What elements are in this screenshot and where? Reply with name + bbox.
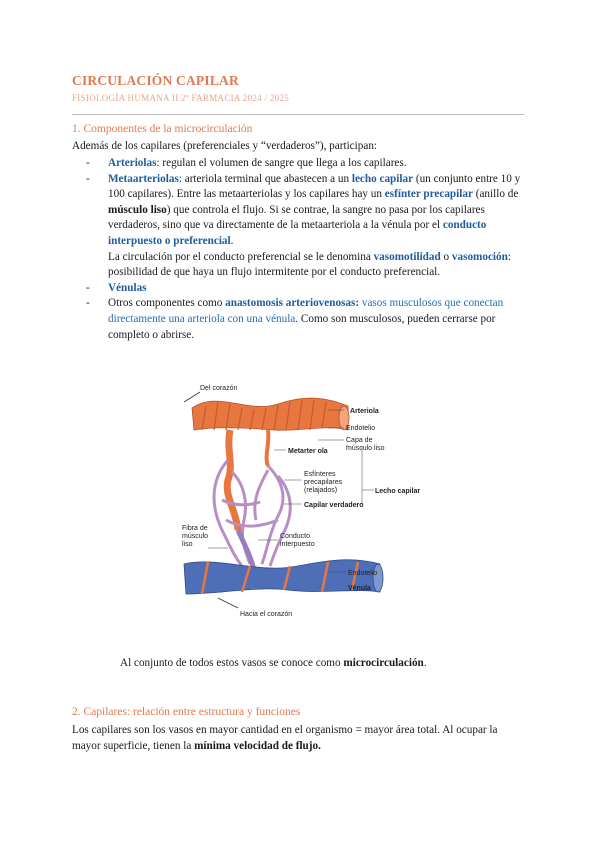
bullet-dash: - — [86, 157, 90, 169]
flow-arrow-out — [218, 598, 238, 608]
otros-text-1: Otros componentes como — [108, 297, 226, 310]
components-list — [72, 156, 527, 343]
bullet-dash: - — [86, 297, 90, 310]
label-venula: Vénula — [348, 585, 371, 592]
label-conducto-1: Conducto — [280, 533, 310, 540]
document-subtitle: FISIOLOGÍA HUMANA II 2º FARMACIA 2024 / 2025 — [72, 93, 290, 103]
vasomotilidad-text-2: o — [440, 250, 452, 263]
list-item-arteriolas — [72, 156, 527, 172]
term-vasomotilidad: vasomotilidad — [373, 250, 441, 263]
list-item-otros — [72, 296, 527, 343]
label-fibra-1: Fibra de — [182, 525, 208, 532]
flow-arrow-in — [184, 392, 200, 402]
label-capa-musculo-2: músculo liso — [346, 445, 385, 452]
metaarteriolas-text-4: ) que controla el flujo. Si se contrae, la sangre no pasa por los capilares verdaderos, sino que va directamente de la metaarteriola a la vénula por el — [108, 203, 485, 232]
otros-text-2: . Como son musculosos, pueden cerrarse por completo o abrirse. — [108, 312, 496, 341]
metaarteriolas-text-3: (anillo de — [472, 188, 519, 201]
metaarteriolas-text-1: : arteriola terminal que abastecen a un — [178, 172, 352, 185]
label-capa-musculo-1: Capa de — [346, 437, 373, 444]
microcirculation-diagram — [178, 380, 430, 624]
term-musculo-liso: músculo liso — [108, 203, 167, 216]
label-arteriola: Arteriola — [350, 408, 379, 415]
header-divider — [72, 114, 524, 115]
label-endotelio-bottom: Endotelio — [348, 570, 378, 577]
term-vasomocion: vasomoción — [451, 250, 508, 263]
caption-term: microcirculación — [343, 657, 424, 669]
label-esfinteres-1: Esfínteres — [304, 471, 336, 478]
label-capilar-verdadero: Capilar verdadero — [304, 502, 364, 509]
label-metarteriola: Metarter ola — [288, 448, 328, 455]
label-esfinteres-2: precapilares — [304, 479, 343, 486]
label-lecho-capilar: Lecho capilar — [375, 488, 421, 495]
section-1-intro: Además de los capilares (preferenciales y “verdaderos”), participan: — [72, 140, 378, 152]
term-anastomosis: anastomosis arteriovenosas: — [225, 297, 360, 310]
bullet-dash: - — [86, 281, 90, 294]
metaarteriolas-text-2: (un conjunto entre 10 y 100 capilares). Entre las metaarteriolas y los capilares hay un — [108, 172, 521, 201]
arteriole-vessel — [192, 398, 349, 430]
metarteriole — [227, 430, 238, 530]
caption-text-2: . — [423, 657, 427, 669]
section-2-heading: 2. Capilares: relación entre estructura y funciones — [72, 706, 301, 718]
section-1-heading: 1. Componentes de la microcirculación — [72, 123, 253, 135]
label-hacia-corazon: Hacia el corazón — [240, 611, 293, 618]
arteriolas-text: : regulan el volumen de sangre que llega a los capilares. — [156, 157, 407, 169]
term-lecho-capilar: lecho capilar — [351, 172, 414, 185]
label-del-corazon: Del corazón — [200, 385, 238, 392]
bullet-dash: - — [86, 172, 90, 185]
term-venulas: Vénulas — [108, 281, 147, 294]
label-esfinteres-3: (relajados) — [304, 487, 338, 494]
section-2-bold: mínima velocidad de flujo. — [194, 739, 321, 752]
label-conducto-2: interpuesto — [280, 541, 315, 548]
list-item-metaarteriolas — [72, 172, 527, 281]
list-item-venulas — [72, 281, 527, 297]
capillary-bed — [214, 460, 290, 566]
term-conducto-interpuesto: conducto interpuesto o preferencial — [108, 219, 487, 247]
label-endotelio-top: Endotelio — [346, 425, 376, 432]
term-esfinter-precapilar: esfínter precapilar — [384, 188, 473, 201]
metarteriole-branch — [267, 430, 269, 466]
label-fibra-2: músculo — [182, 533, 209, 540]
vasomotilidad-paragraph — [108, 250, 527, 281]
term-metaarteriolas: Metaarteriolas — [108, 172, 179, 185]
term-arteriolas: Arteriolas — [108, 157, 157, 169]
label-fibra-3: liso — [182, 541, 193, 548]
document-title: CIRCULACIÓN CAPILAR — [72, 73, 239, 88]
section-2-text-1: Los capilares son los vasos en mayor cantidad en el organismo = mayor área total. Al ocupar la mayor superficie, tienen la — [72, 724, 498, 752]
section-2-paragraph — [72, 723, 527, 754]
vasomotilidad-text-1: La circulación por el conducto preferencial se le denomina — [108, 250, 374, 263]
vasomotilidad-text-3: : posibilidad de que haya un flujo intermitente por el conducto preferencial. — [108, 250, 511, 279]
anastomosis-description: vasos musculosos que conectan directamente una arteriola con una vénula — [108, 297, 504, 325]
caption-text-1: Al conjunto de todos estos vasos se conoce como — [120, 657, 344, 669]
diagram-caption — [120, 657, 427, 669]
metaarteriolas-text-5: . — [230, 234, 234, 247]
